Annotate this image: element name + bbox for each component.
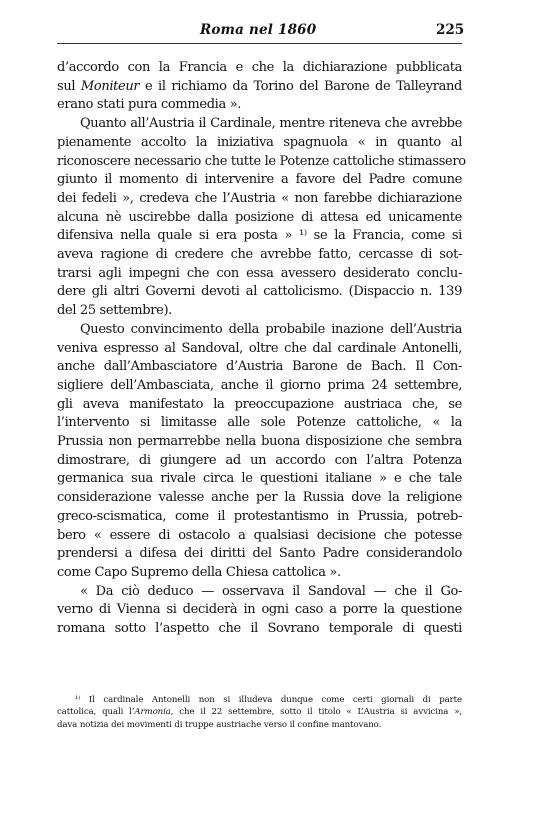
text-line: veniva espresso al Sandoval, oltre che dal cardinale Antonelli,: [57, 340, 462, 356]
footnote-line: cattolica, quali l’Armonia, che il 22 settembre, sotto il titolo « L’Austria si avvicina »,: [57, 707, 462, 718]
text-line: Quanto all’Austria il Cardinale, mentre riteneva che avrebbe: [80, 116, 462, 132]
text-line: greco-scismatica, come il protestantismo in Prussia, potreb-: [57, 508, 462, 524]
italic-title: Armonia: [134, 707, 171, 718]
footnote-line: ¹⁾ Il cardinale Antonelli non si illudeva dunque come certi giornali di parte: [75, 695, 462, 705]
text-line: germanica sua rivale circa le questioni italiane » e che tale: [57, 471, 462, 487]
text-line: Prussia non permarrebbe nella buona disposizione che sembra: [57, 434, 462, 450]
text-line: d’accordo con la Francia e che la dichiarazione pubblicata: [57, 60, 462, 75]
body-text: [57, 59, 466, 639]
text-line: romana sotto l’aspetto che il Sovrano temporale di questi: [57, 621, 462, 637]
text-line: aveva ragione di credere che avrebbe fatto, cercasse di sot-: [57, 247, 462, 263]
text-line: anche dall’Ambasciatore d’Austria Barone de Bach. Il Con-: [57, 359, 462, 375]
text-line: dei fedeli », credeva che l’Austria « non farebbe dichiarazione: [57, 190, 462, 206]
text-line: dimostrare, di giungere ad un accordo con l’altra Potenza: [57, 452, 462, 468]
text-line: alcuna nè uscirebbe dalla posizione di attesa ed unicamente: [57, 209, 462, 225]
text-line: giunto il momento di intervenire a favore del Padre comune: [57, 172, 462, 188]
page-number: 225: [436, 22, 465, 38]
text-line: sigliere dell’Ambasciata, anche il giorno prima 24 settembre,: [57, 377, 462, 393]
text-line: « Da ciò deduco — osservava il Sandoval — che il Go-: [80, 583, 462, 599]
text-line: riconoscere necessario che tutte le Potenze cattoliche stimassero: [57, 153, 466, 169]
text-line: erano stati pura commedia ».: [57, 97, 242, 113]
footnote-line: dava notizia dei movimenti di truppe austriache verso il confine mantovano.: [57, 719, 382, 730]
text-line: gli aveva manifestato la preoccupazione austriaca che, se: [57, 396, 462, 412]
text-line: del 25 settembre).: [57, 303, 172, 319]
text-line: sul Moniteur e il richiamo da Torino del Barone de Talleyrand: [57, 78, 462, 94]
page-header: [60, 22, 465, 42]
text-line: pienamente accolto la iniziativa spagnuola « in quanto al: [57, 134, 462, 150]
italic-title: Moniteur: [80, 78, 140, 94]
text-line: bero « essere di ostacolo a qualsiasi decisione che potesse: [57, 527, 462, 543]
header-rule: [57, 43, 462, 44]
text-line: trarsi agli impegni che con essa avessero desiderato conclu-: [57, 265, 462, 281]
text-line: verno di Vienna si deciderà in ogni caso a porre la questione: [57, 602, 462, 618]
text-line: prendersi a difesa dei diritti del Santo Padre considerandolo: [57, 546, 462, 562]
footnotes: [57, 694, 462, 731]
text-line: difensiva nella quale si era posta » ¹⁾ se la Francia, come si: [57, 228, 462, 244]
text-line: dere gli altri Governi devoti al cattolicismo. (Dispaccio n. 139: [57, 284, 462, 300]
text-line: considerazione valesse anche per la Russia dove la religione: [57, 490, 462, 506]
text-line: Questo convincimento della probabile inazione dell’Austria: [80, 321, 462, 337]
running-title: Roma nel 1860: [200, 22, 317, 38]
text-line: come Capo Supremo della Chiesa cattolica ».: [57, 564, 341, 580]
text-line: l’intervento si limitasse alle sole Potenze cattoliche, « la: [57, 415, 462, 431]
